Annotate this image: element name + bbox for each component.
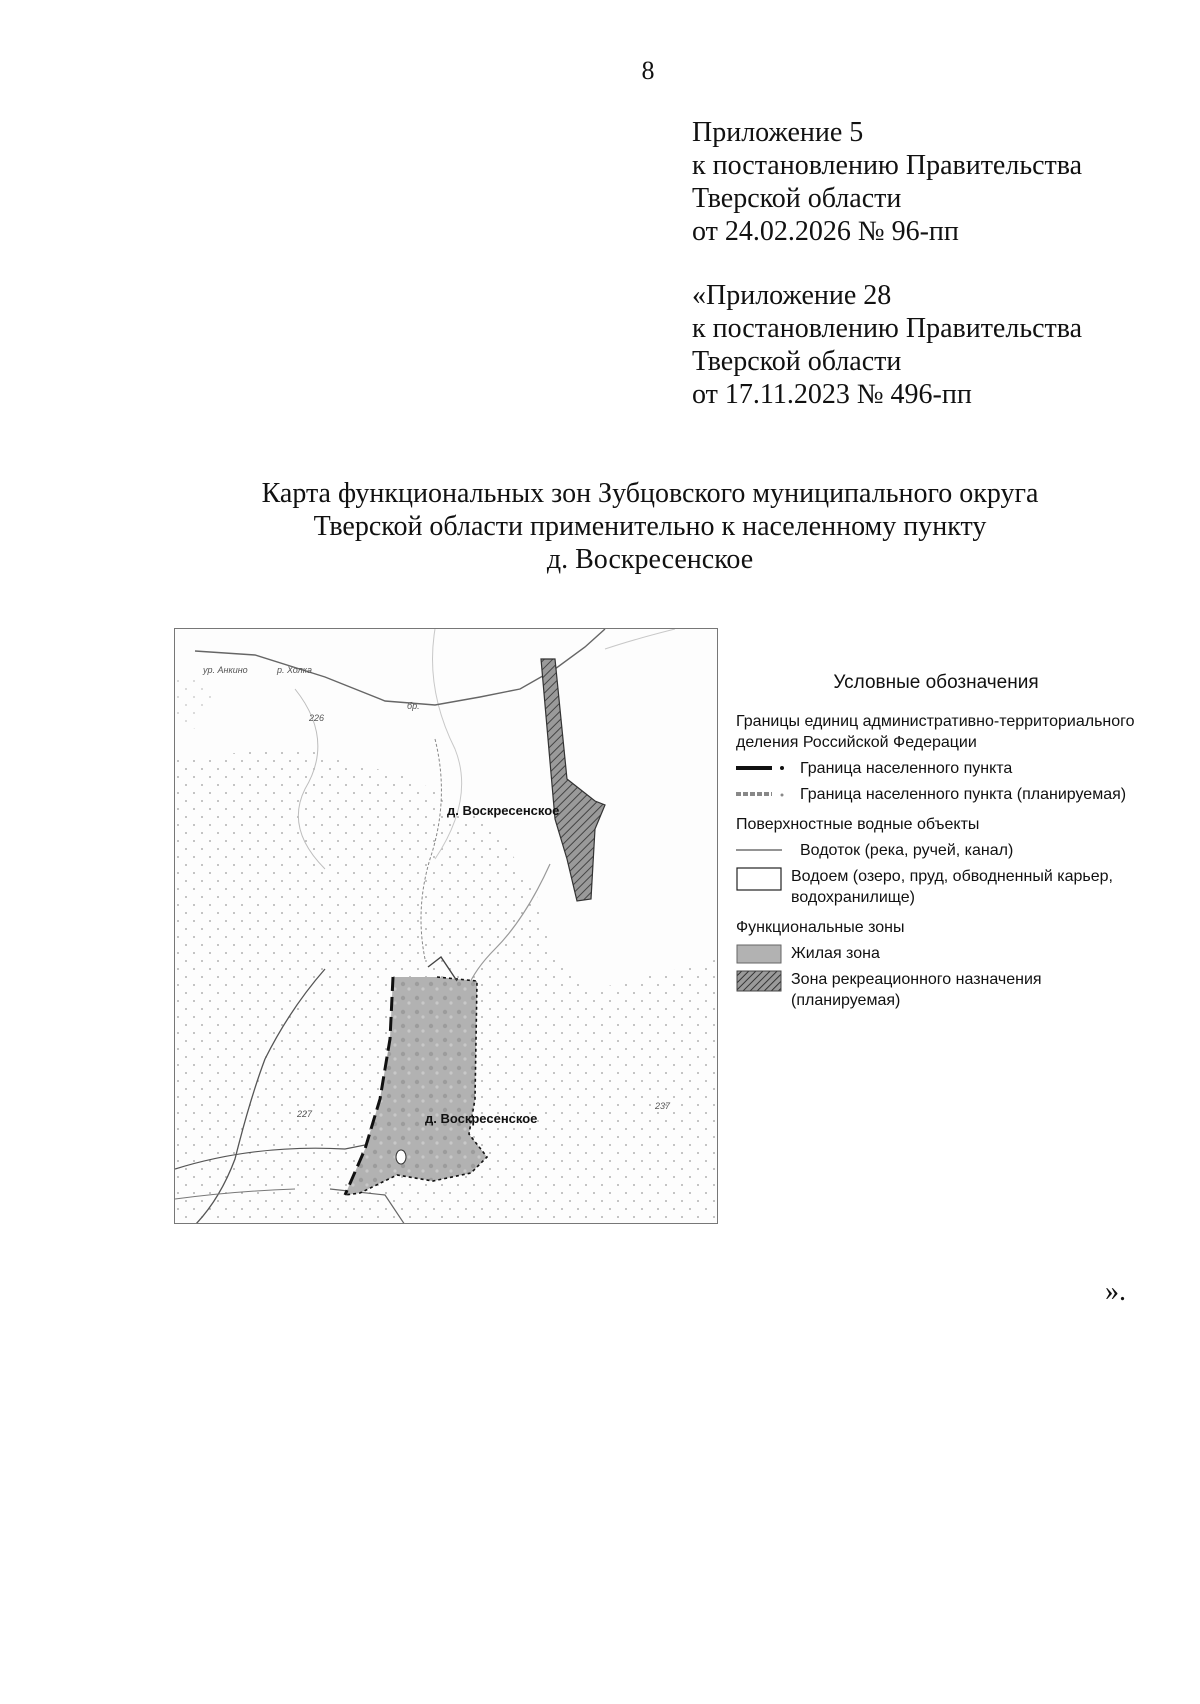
annex-current-header (692, 116, 1082, 248)
marker-label: бр. (407, 701, 420, 711)
river-label: р. Холка (277, 665, 312, 675)
functional-zones-map (174, 628, 718, 1224)
map-title (150, 477, 1150, 576)
legend-item-label: Водоем (озеро, пруд, обводненный карьер, водохранилище) (791, 868, 1113, 906)
legend-group-heading: Функциональные зоны (736, 919, 905, 936)
legend-item-label: Граница населенного пункта (800, 760, 1013, 777)
legend-item (736, 784, 1136, 805)
legend-item (736, 758, 1136, 779)
planned-boundary-icon (736, 784, 794, 804)
legend-item (736, 969, 1136, 1011)
legend-title: Условные обозначения (833, 672, 1039, 693)
water-body-icon (736, 866, 784, 894)
height-label: 237 (655, 1101, 671, 1111)
settlement-label-south: д. Воскресенское (425, 1111, 538, 1126)
legend-item (736, 866, 1136, 908)
recreation-zone-icon (736, 969, 784, 993)
height-label: 226 (309, 713, 325, 723)
annex-line: Тверской области (692, 183, 902, 214)
water-body (396, 1150, 406, 1164)
legend-item-label: Водоток (река, ручей, канал) (800, 842, 1014, 859)
page-number: 8 (641, 56, 655, 85)
annex-line: Приложение 5 (692, 117, 864, 148)
legend-group-boundaries (736, 711, 1136, 805)
annex-line: к постановлению Правительства (692, 150, 1083, 181)
legend-item-label: Граница населенного пункта (планируемая) (800, 786, 1127, 803)
annex-line: от 24.02.2026 № 96-пп (692, 216, 959, 247)
annex-line: Тверской области (692, 346, 902, 377)
map-title-line: Тверской области применительно к населенному пункту (313, 511, 987, 542)
map-title-line: д. Воскресенское (546, 544, 754, 575)
legend-group-heading: Границы единиц административно-территориального деления Российской Федерации (736, 713, 1135, 751)
residential-zone-icon (736, 943, 784, 965)
annex-line: от 17.11.2023 № 496-пп (692, 379, 972, 410)
settlement-label-north: д. Воскресенское (447, 803, 560, 818)
legend-group-water (736, 814, 1136, 908)
legend-item-label: Зона рекреационного назначения (планируемая) (791, 971, 1042, 1009)
legend-group-heading: Поверхностные водные объекты (736, 816, 980, 833)
legend-item-label: Жилая зона (791, 945, 880, 962)
map-title-line: Карта функциональных зон Зубцовского муниципального округа (261, 478, 1039, 509)
legend-item (736, 840, 1136, 861)
boundary-line-icon (736, 758, 794, 778)
closing-quote: ». (1105, 1276, 1126, 1307)
annex-line: к постановлению Правительства (692, 313, 1083, 344)
legend-item (736, 943, 1136, 964)
place-label: ур. Анкино (203, 665, 248, 675)
legend-group-zones (736, 917, 1136, 1011)
map-drawing (175, 629, 718, 1224)
watercourse-icon (736, 840, 794, 860)
map-legend (736, 672, 1136, 1011)
annex-line: «Приложение 28 (692, 280, 892, 311)
height-label: 227 (297, 1109, 313, 1119)
annex-original-header (692, 279, 1082, 411)
